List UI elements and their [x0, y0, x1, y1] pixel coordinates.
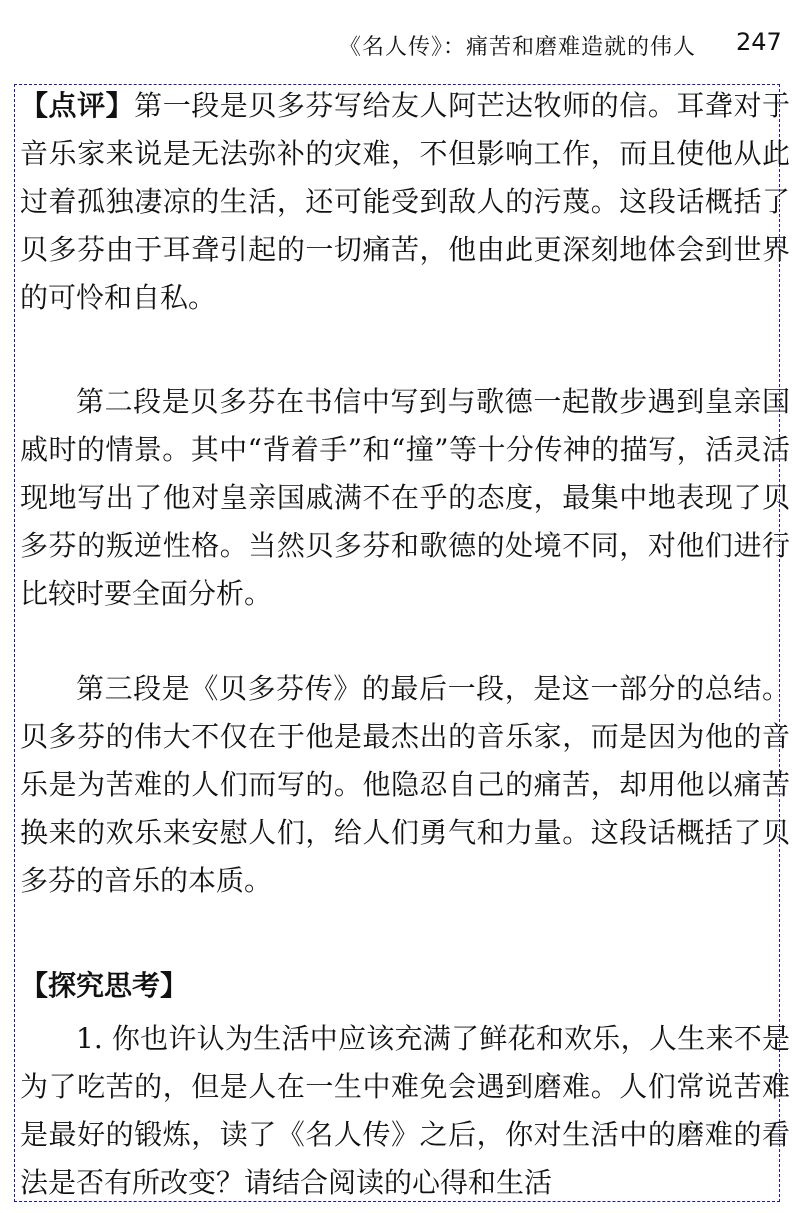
page-number: 247	[736, 28, 782, 56]
comment-label: 【点评】	[20, 89, 135, 122]
comment-paragraph-2: 第二段是贝多芬在书信中写到与歌德一起散步遇到皇亲国戚时的情景。其中“背着手”和“撞”等十分传神的描写，活灵活现地写出了他对皇亲国戚满不在乎的态度，最集中地表现了贝多芬的叛逆性格。当然贝多芬和歌德的处境不同，对他们进行比较时要全面分析。	[20, 385, 790, 610]
inquiry-heading: 【探究思考】	[20, 969, 189, 1002]
comment-paragraph-1-text: 第一段是贝多芬写给友人阿芒达牧师的信。耳聋对于音乐家来说是无法弥补的灾难，不但影响工作，而且使他从此过着孤独凄凉的生活，还可能受到敌人的污蔑。这段话概括了贝多芬由于耳聋引起的一切痛苦，他由此更深刻地体会到世界的可怜和自私。	[20, 89, 790, 314]
running-header-title: 《名人传》：痛苦和磨难造就的伟人	[338, 35, 696, 60]
comment-paragraph-3: 第三段是《贝多芬传》的最后一段，是这一部分的总结。贝多芬的伟大不仅在于他是最杰出的音乐家，而是因为他的音乐是为苦难的人们而写的。他隐忍自己的痛苦，却用他以痛苦换来的欢乐来安慰人们，给人们勇气和力量。这段话概括了贝多芬的音乐的本质。	[20, 672, 790, 897]
comment-paragraph-1	[20, 82, 790, 322]
inquiry-question-1: 1. 你也许认为生活中应该充满了鲜花和欢乐，人生来不是为了吃苦的，但是人在一生中难免会遇到磨难。人们常说苦难是最好的锻炼，读了《名人传》之后，你对生活中的磨难的看法是否有所改变？请结合阅读的心得和生活	[20, 1022, 790, 1199]
running-header	[0, 22, 800, 62]
